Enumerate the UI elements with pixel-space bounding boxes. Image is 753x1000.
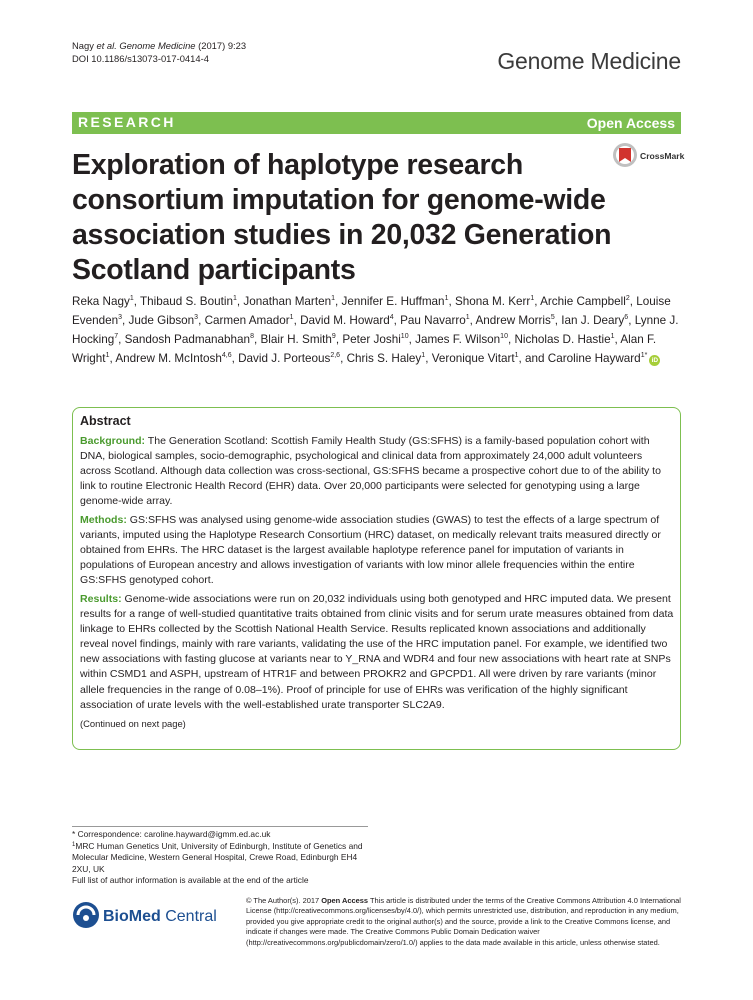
author-name: James F. Wilson: [415, 333, 501, 346]
article-type-label: RESEARCH: [78, 114, 176, 130]
abstract-results: [80, 592, 674, 713]
orcid-icon[interactable]: iD: [649, 355, 660, 366]
citation-volume: (2017) 9:23: [195, 40, 247, 51]
biomed-central-logo[interactable]: [72, 900, 222, 930]
article-type-banner: [72, 112, 681, 134]
author-affiliation: 1: [465, 314, 470, 321]
author-name: Jennifer E. Huffman: [341, 295, 445, 308]
open-access-label: Open Access: [586, 115, 675, 131]
section-label: Methods:: [80, 513, 127, 526]
author-affiliation: 6: [624, 314, 629, 321]
author-affiliation: 1: [232, 295, 237, 302]
affiliation-text: MRC Human Genetics Unit, University of Edinburgh, Institute of Genetics and Molecular Medicine, Western General Hospital, Crewe Road, Edinburgh EH4 2XU, UK: [72, 840, 363, 874]
doi[interactable]: DOI 10.1186/s13073-017-0414-4: [72, 53, 209, 64]
footnotes: [72, 829, 372, 887]
copyright: © The Author(s). 2017: [246, 896, 322, 905]
author-name: Blair H. Smith: [260, 333, 332, 346]
author-name: Peter Joshi: [342, 333, 401, 346]
section-text: Genome-wide associations were run on 20,032 individuals using both genotyped and HRC imputed data. We present results for a range of well-studied quantitative traits obtained from clinic visits and for serum urate measures obtained from data linkage to EHRs collected by the Scottish National Health Service. Results replicated known associations and additionally reveal novel findings, mainly with rare variants, validating the use of the HRC imputation panel. For example, we identified two new associations with fasting glucose at variants near to Y_RNA and WDR4 and four new associations with heart rate at SNPs within CSMD1 and ASPH, upstream of HTR1F and between PROKR2 and GPCPD1. All were driven by rare variants (minor allele frequencies in the range of 0.08–1%). Proof of principle for use of EHRs was verification of the highly significant association of urate levels with the well-established urate transporter SLC2A9.: [80, 592, 674, 711]
citation-journal: et al. Genome Medicine: [96, 40, 196, 51]
logo-name-light: Central: [160, 908, 217, 925]
license-open-access: Open Access: [321, 896, 369, 905]
author-name: Andrew Morris: [475, 314, 551, 327]
author-affiliation: 10: [400, 333, 409, 340]
author-affiliation: 1: [105, 352, 110, 359]
author-name: Lynne J. Hocking: [72, 314, 679, 346]
author-affiliation: 1: [530, 295, 535, 302]
author-list: Reka Nagy$^1$, Thibaud S. Boutin$^1$, Jonathan Marten$^1$, Jennifer E. Huffman$^1$, Shona M. Kerr$^1$, Archie Campbell$^2$, Louise Evenden$^3$, Jude Gibson$^3$, Carmen Amador$^1$, David M. Howard$^4$, Pau Navarro$^1$, Andrew Morris$^5$, Ian J. Deary$^6$, Lynne J. Hocking$^7$, Sandosh Padmanabhan$^8$, Blair H. Smith$^9$, Peter Joshi$^{10}$, James F. Wilson$^{10}$, Nicholas D. Hastie$^1$, Alan F. Wright$^1$, Andrew M. McIntosh$^{4,6}$, David J. Porteous$^{2,6}$, Chris S. Haley$^1$, Veronique Vitart$^1$, and Caroline Hayward$^{1*}$iD: [72, 295, 679, 365]
section-label: Background:: [80, 435, 146, 447]
abstract-body: [80, 434, 674, 731]
author-name: Reka Nagy: [72, 295, 130, 308]
author-name: Ian J. Deary: [561, 314, 625, 327]
author-info-note: Full list of author information is available at the end of the article: [72, 875, 309, 885]
author-name: Louise Evenden: [72, 295, 671, 327]
citation-block: [72, 39, 246, 65]
license-text: This article is distributed under the terms of the Creative Commons Attribution 4.0 International License (http://creativecommons.org/licenses/by/4.0/), which permits unrestricted use, distribution, and reproduction in any medium, provided you give appropriate credit to the original author(s) and the source, provide a link to the Creative Commons license, and indicate if changes were made. The Creative Commons Public Domain Dedication waiver (http://creativecommons.org/publicdomain/zero/1.0/) applies to the data made available in this article, unless otherwise stated.: [246, 896, 681, 947]
logo-name-bold: BioMed: [103, 908, 161, 925]
author-name: Carmen Amador: [204, 314, 290, 327]
author-affiliation: 1: [444, 295, 449, 302]
author-name: Andrew M. McIntosh: [115, 352, 222, 365]
author-name: Jude Gibson: [128, 314, 195, 327]
affiliation-sup: 1: [72, 841, 76, 848]
author-affiliation: 8: [250, 333, 254, 340]
author-name: Archie Campbell: [540, 295, 626, 308]
author-affiliation: 9: [331, 333, 336, 340]
author-name: Chris S. Haley: [346, 352, 422, 365]
section-text: The Generation Scotland: Scottish Family Health Study (GS:SFHS) is a family-based population cohort with DNA, biological samples, socio-demographic, psychological and clinical data from approximately 24,000 adult volunteers across Scotland. Although data collection was cross-sectional, GS:SFHS became a prospective cohort due to of the ability to link to routine Electronic Health Record (EHR) data. Over 20,000 participants were selected for genotyping using a large genome-wide array.: [80, 435, 661, 508]
author-affiliation: 2,6: [330, 352, 341, 359]
author-affiliation: 7: [114, 333, 119, 340]
section-text: GS:SFHS was analysed using genome-wide association studies (GWAS) to test the effects of a large spectrum of variants, imputed using the Haplotype Research Consortium (HRC) dataset, on medically relevant traits measured directly or obtained from EHRs. The HRC dataset is the largest available haplotype reference panel for imputation of variants in populations of European ancestry and allows investigation of variants with low minor allele frequencies within the entire GS:SFHS genotyped cohort.: [80, 513, 661, 587]
author-name: Caroline Hayward: [547, 352, 641, 365]
author-affiliation: 10: [500, 333, 508, 340]
author-affiliation: 1: [129, 295, 134, 302]
abstract-background: [80, 434, 674, 509]
author-affiliation: 1: [514, 352, 519, 359]
author-affiliation: 3: [194, 314, 199, 321]
author-affiliation: 3: [118, 314, 123, 321]
continued-note: (Continued on next page): [80, 718, 186, 730]
author-name: Shona M. Kerr: [454, 295, 531, 308]
crossmark-label[interactable]: CrossMark: [640, 151, 685, 161]
article-title: Exploration of haplotype research consortium imputation for genome-wide association studies in 20,032 Generation Scotland participants: [72, 149, 612, 286]
author-conjunction: and: [525, 352, 548, 365]
author-name: Nicholas D. Hastie: [514, 333, 611, 346]
journal-name: Genome Medicine: [497, 48, 681, 74]
citation-authors: Nagy: [72, 40, 97, 51]
author-affiliation: 4,6: [221, 352, 232, 359]
section-label: Results:: [80, 592, 122, 605]
abstract-methods: [80, 513, 674, 588]
author-name: David M. Howard: [300, 314, 390, 327]
author-affiliation: 1: [331, 295, 335, 302]
author-affiliation: 1: [421, 352, 426, 359]
author-name: David J. Porteous: [238, 352, 331, 365]
author-name: Jonathan Marten: [243, 295, 332, 308]
svg-text:BioMed Central: [103, 908, 217, 925]
author-affiliation: 1*: [640, 352, 648, 359]
author-affiliation: 5: [550, 314, 555, 321]
author-name: Pau Navarro: [400, 314, 466, 327]
footnote-divider: [72, 826, 368, 827]
author-affiliation: 2: [625, 295, 630, 302]
author-name: Sandosh Padmanabhan: [124, 333, 251, 346]
author-affiliation: 1: [610, 333, 615, 340]
author-name: Alan F. Wright: [72, 333, 657, 365]
license-statement: [246, 896, 686, 948]
citation-line: [72, 39, 246, 52]
author-name: Veronique Vitart: [431, 352, 515, 365]
author-name: Thibaud S. Boutin: [140, 295, 233, 308]
affiliation: [72, 841, 372, 876]
correspondence: * Correspondence: caroline.hayward@igmm.ed.ac.uk: [72, 829, 271, 839]
author-affiliation: 1: [289, 314, 294, 321]
abstract-heading: Abstract: [80, 414, 131, 428]
author-affiliation: 4: [389, 314, 394, 321]
